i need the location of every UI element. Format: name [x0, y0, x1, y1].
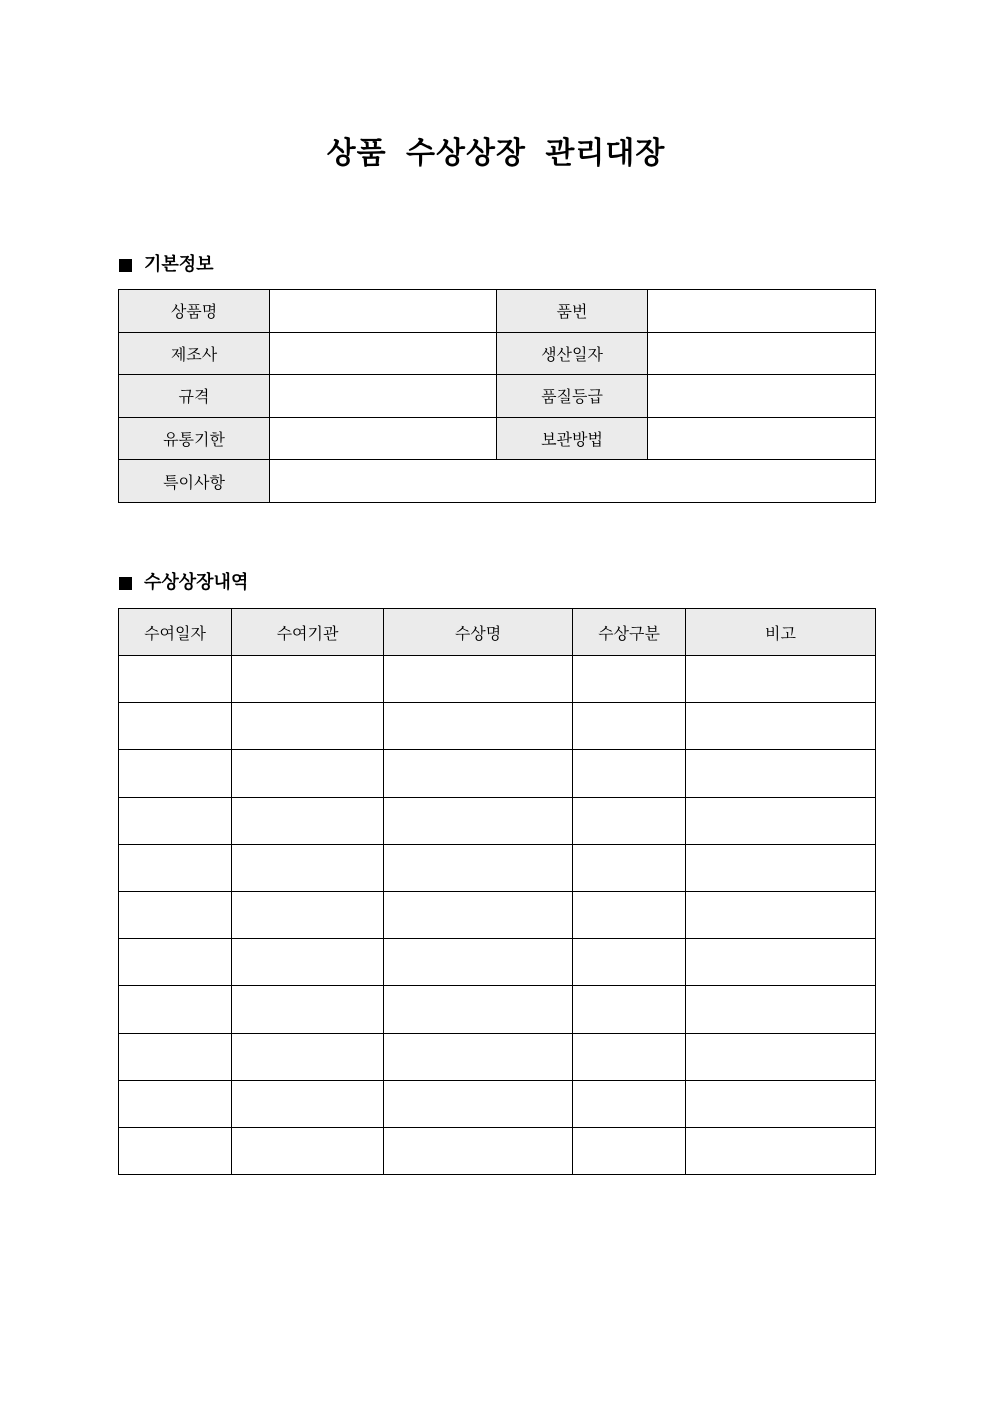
manufacturer-field[interactable]: [270, 332, 497, 375]
notes-cell[interactable]: [686, 703, 876, 750]
award-type-cell[interactable]: [573, 750, 686, 797]
section-heading-label: 수상상장내역: [144, 572, 249, 593]
award-date-cell[interactable]: [119, 797, 232, 844]
remarks-field[interactable]: [270, 460, 876, 503]
table-row: [119, 797, 876, 844]
notes-cell[interactable]: [686, 986, 876, 1033]
award-name-cell[interactable]: [384, 703, 573, 750]
award-date-cell[interactable]: [119, 891, 232, 938]
column-header-award-name: 수상명: [384, 609, 573, 656]
table-row: [119, 750, 876, 797]
notes-cell[interactable]: [686, 750, 876, 797]
remarks-label: 특이사항: [119, 460, 270, 503]
awarding-body-cell[interactable]: [232, 797, 384, 844]
section-heading-basic-info: [119, 253, 214, 277]
notes-cell[interactable]: [686, 1033, 876, 1080]
award-date-cell[interactable]: [119, 1127, 232, 1174]
storage-method-label: 보관방법: [497, 417, 648, 460]
item-number-label: 품번: [497, 290, 648, 333]
page-title: 상품 수상상장 관리대장: [326, 136, 666, 171]
column-header-award-type: 수상구분: [573, 609, 686, 656]
production-date-label: 생산일자: [497, 332, 648, 375]
column-header-notes: 비고: [686, 609, 876, 656]
award-date-cell[interactable]: [119, 750, 232, 797]
section-heading-awards: [119, 571, 248, 595]
notes-cell[interactable]: [686, 1127, 876, 1174]
award-name-cell[interactable]: [384, 656, 573, 703]
award-date-cell[interactable]: [119, 703, 232, 750]
award-name-cell[interactable]: [384, 750, 573, 797]
column-header-awarding-body: 수여기관: [232, 609, 384, 656]
awarding-body-cell[interactable]: [232, 656, 384, 703]
table-row: [119, 1080, 876, 1127]
awarding-body-cell[interactable]: [232, 939, 384, 986]
award-type-cell[interactable]: [573, 656, 686, 703]
notes-cell[interactable]: [686, 1080, 876, 1127]
square-bullet-icon: [119, 577, 132, 590]
award-date-cell[interactable]: [119, 939, 232, 986]
table-row: [119, 939, 876, 986]
table-row: [119, 290, 876, 333]
award-history-table: [118, 608, 876, 1175]
product-name-label: 상품명: [119, 290, 270, 333]
basic-info-table: [118, 289, 876, 503]
award-date-cell[interactable]: [119, 986, 232, 1033]
awarding-body-cell[interactable]: [232, 1033, 384, 1080]
notes-cell[interactable]: [686, 844, 876, 891]
product-name-field[interactable]: [270, 290, 497, 333]
table-row: [119, 656, 876, 703]
specification-label: 규격: [119, 375, 270, 418]
award-type-cell[interactable]: [573, 891, 686, 938]
quality-grade-label: 품질등급: [497, 375, 648, 418]
award-date-cell[interactable]: [119, 656, 232, 703]
notes-cell[interactable]: [686, 797, 876, 844]
manufacturer-label: 제조사: [119, 332, 270, 375]
quality-grade-field[interactable]: [648, 375, 876, 418]
award-type-cell[interactable]: [573, 844, 686, 891]
awarding-body-cell[interactable]: [232, 750, 384, 797]
awarding-body-cell[interactable]: [232, 844, 384, 891]
award-type-cell[interactable]: [573, 939, 686, 986]
award-name-cell[interactable]: [384, 891, 573, 938]
section-heading-label: 기본정보: [144, 254, 214, 275]
awarding-body-cell[interactable]: [232, 891, 384, 938]
award-type-cell[interactable]: [573, 1127, 686, 1174]
award-type-cell[interactable]: [573, 703, 686, 750]
award-name-cell[interactable]: [384, 1127, 573, 1174]
award-name-cell[interactable]: [384, 1033, 573, 1080]
table-row: [119, 1033, 876, 1080]
award-name-cell[interactable]: [384, 1080, 573, 1127]
award-date-cell[interactable]: [119, 844, 232, 891]
notes-cell[interactable]: [686, 656, 876, 703]
award-date-cell[interactable]: [119, 1033, 232, 1080]
table-row: [119, 1127, 876, 1174]
column-header-award-date: 수여일자: [119, 609, 232, 656]
award-type-cell[interactable]: [573, 797, 686, 844]
table-row: [119, 844, 876, 891]
production-date-field[interactable]: [648, 332, 876, 375]
notes-cell[interactable]: [686, 891, 876, 938]
square-bullet-icon: [119, 259, 132, 272]
item-number-field[interactable]: [648, 290, 876, 333]
award-date-cell[interactable]: [119, 1080, 232, 1127]
specification-field[interactable]: [270, 375, 497, 418]
award-name-cell[interactable]: [384, 797, 573, 844]
table-header-row: [119, 609, 876, 656]
awarding-body-cell[interactable]: [232, 703, 384, 750]
award-name-cell[interactable]: [384, 844, 573, 891]
notes-cell[interactable]: [686, 939, 876, 986]
expiry-label: 유통기한: [119, 417, 270, 460]
table-row: [119, 332, 876, 375]
table-row: [119, 891, 876, 938]
expiry-field[interactable]: [270, 417, 497, 460]
award-type-cell[interactable]: [573, 986, 686, 1033]
awarding-body-cell[interactable]: [232, 1080, 384, 1127]
storage-method-field[interactable]: [648, 417, 876, 460]
awarding-body-cell[interactable]: [232, 986, 384, 1033]
award-name-cell[interactable]: [384, 986, 573, 1033]
table-row: [119, 703, 876, 750]
table-row: [119, 986, 876, 1033]
awarding-body-cell[interactable]: [232, 1127, 384, 1174]
award-type-cell[interactable]: [573, 1033, 686, 1080]
table-row: [119, 375, 876, 418]
award-name-cell[interactable]: [384, 939, 573, 986]
award-type-cell[interactable]: [573, 1080, 686, 1127]
table-row: [119, 417, 876, 460]
table-row: [119, 460, 876, 503]
